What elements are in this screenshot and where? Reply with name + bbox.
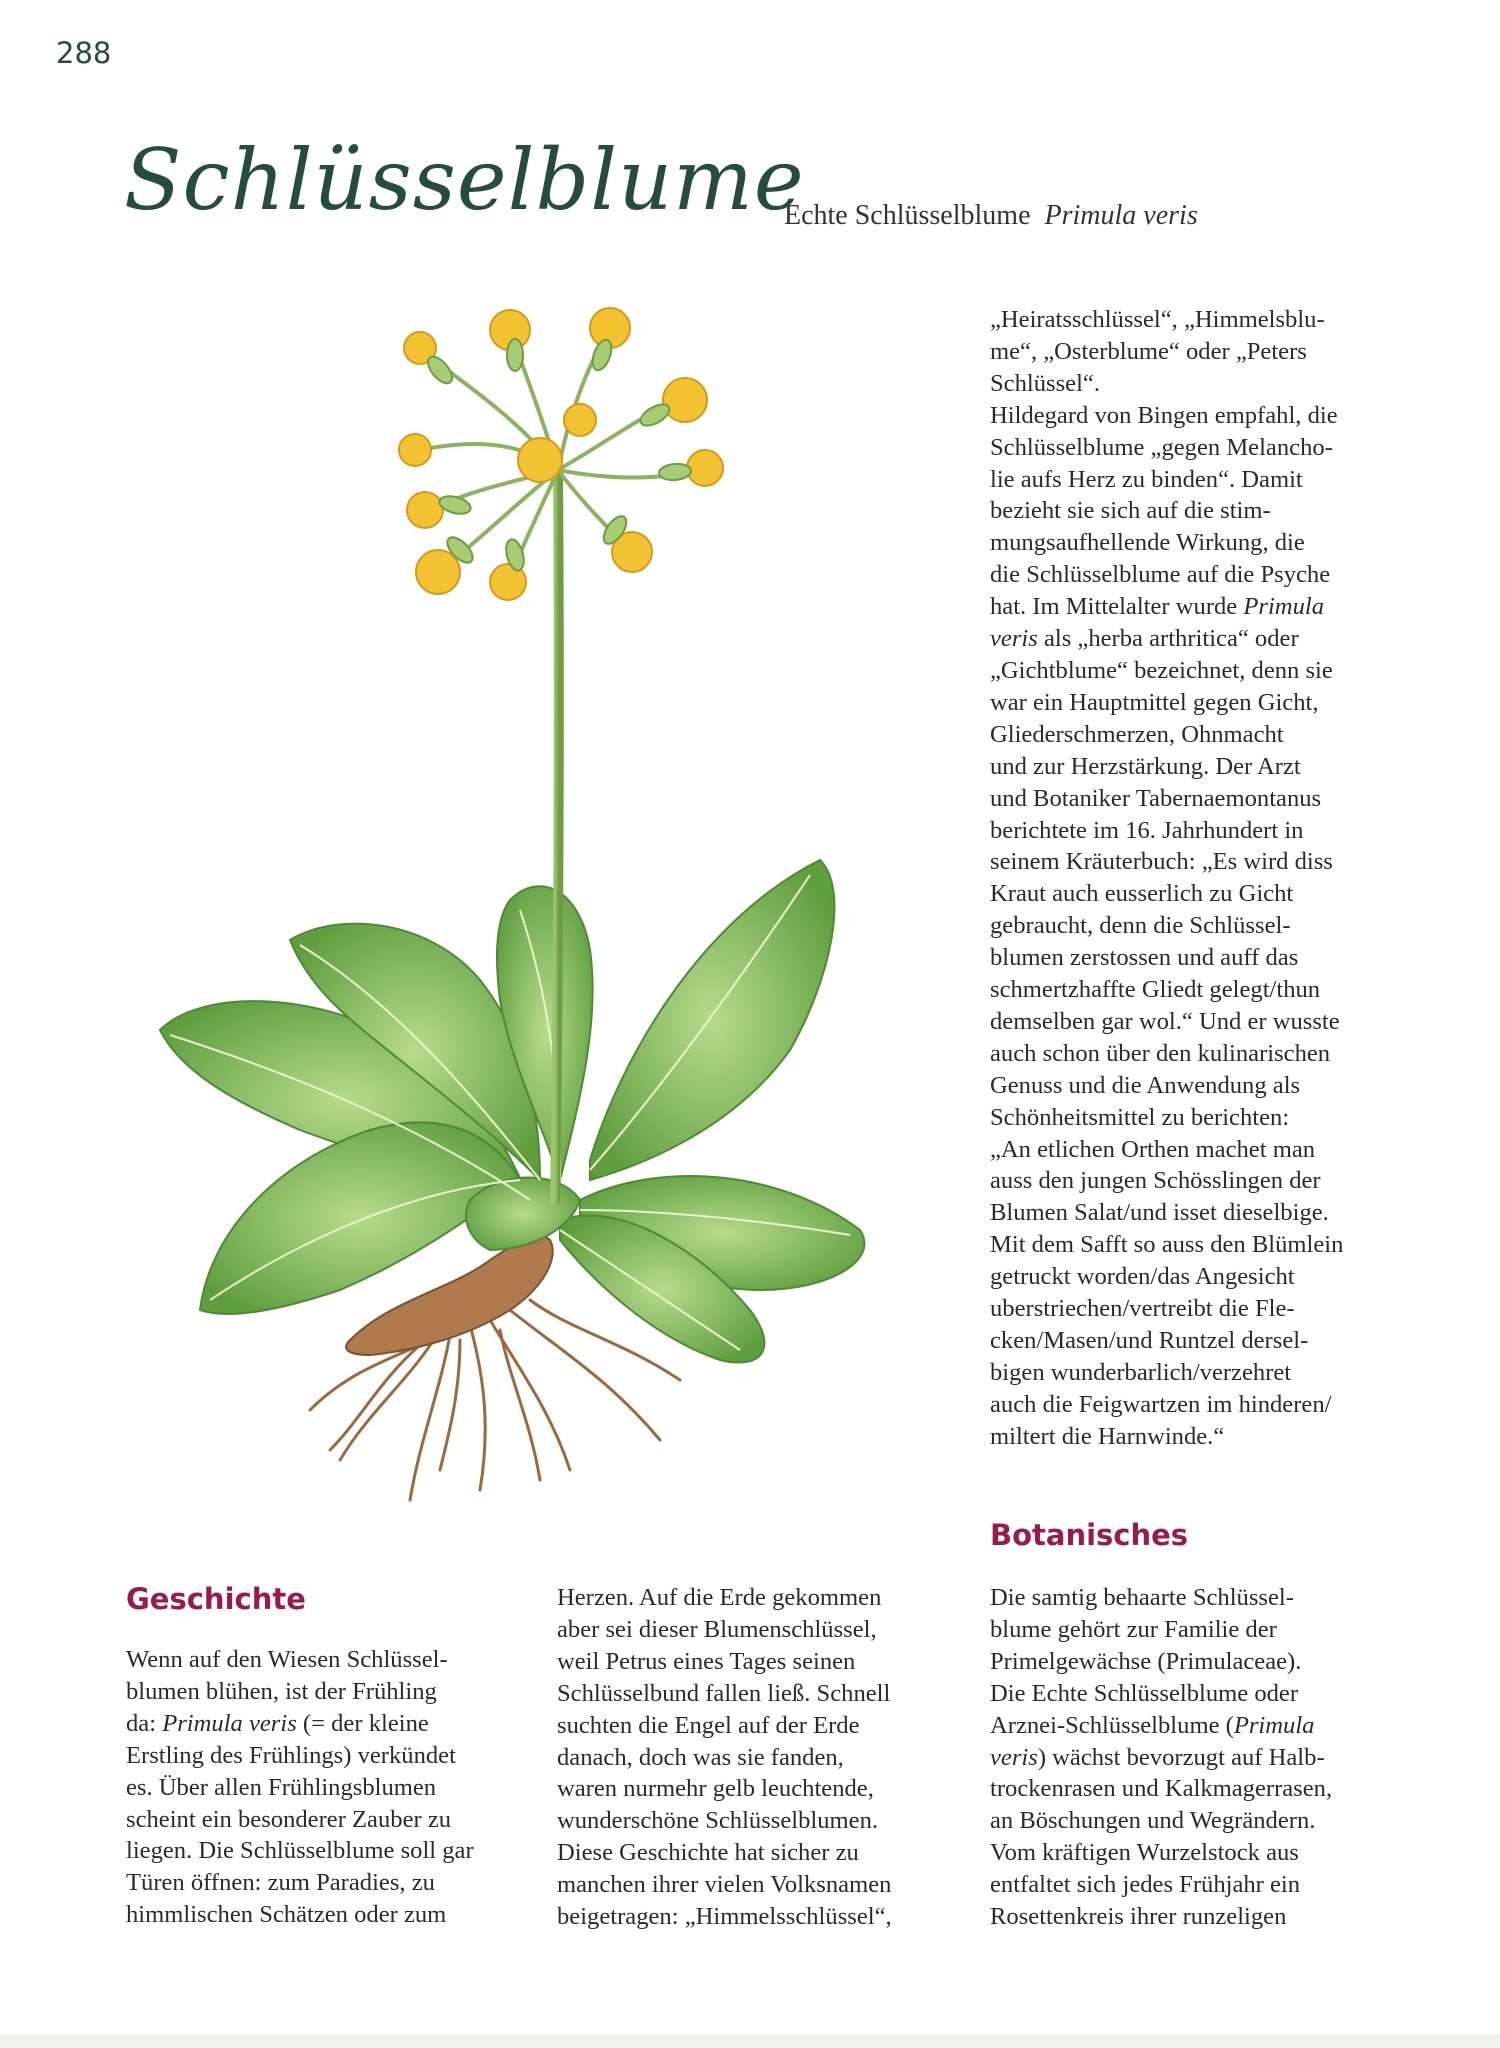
text-line: Blumen Salat/und isset dieselbige. — [990, 1199, 1329, 1227]
text-line: miltert die Harnwinde.“ — [990, 1422, 1225, 1450]
text-line: „Gichtblume“ bezeichnet, denn sie — [990, 656, 1333, 684]
text-line: mungsaufhellende Wirkung, die — [990, 529, 1305, 557]
text-line: Mit dem Safft so auss den Blümlein — [990, 1231, 1344, 1259]
text-line — [990, 1710, 1390, 1742]
plant-illustration — [140, 300, 940, 1520]
flower — [687, 450, 723, 486]
flower — [399, 434, 431, 466]
text-line: die Schlüsselblume auf die Psyche — [990, 561, 1331, 589]
text-line: Vom kräftigen Wurzelstock aus — [990, 1839, 1299, 1867]
text-line: blume gehört zur Familie der — [990, 1615, 1277, 1643]
text-run: als „herba arthritica“ oder — [1037, 625, 1299, 653]
flower — [663, 378, 707, 422]
right-column-text — [990, 304, 1390, 1453]
species-subtitle — [784, 200, 1198, 232]
latin-term: Primula — [1233, 1711, 1315, 1739]
text-line: „Heiratsschlüssel“, „Himmelsblu- — [990, 306, 1325, 333]
text-line: schmertzhaffte Gliedt gelegt/thun — [990, 976, 1321, 1004]
text-run: ) wächst bevorzugt auf Halb- — [1037, 1743, 1325, 1771]
text-line: es. Über allen Frühlingsblumen — [126, 1773, 437, 1801]
flower — [518, 438, 562, 482]
text-line — [990, 1742, 1390, 1774]
text-line: Schlüssel“. — [990, 369, 1100, 397]
text-line: gebraucht, denn die Schlüssel- — [990, 912, 1291, 940]
text-line: getruckt worden/das Angesicht — [990, 1263, 1295, 1291]
text-line: wunderschöne Schlüsselblumen. — [557, 1807, 879, 1835]
text-line: Türen öffnen: zum Paradies, zu — [126, 1869, 435, 1897]
text-line — [990, 591, 1390, 623]
text-run: hat. Im Mittelalter wurde — [990, 593, 1244, 621]
text-line: seinem Kräuterbuch: „Es wird diss — [990, 848, 1333, 876]
text-run: Arznei-Schlüsselblume ( — [990, 1711, 1234, 1739]
page-title: Schlüsselblume — [124, 131, 805, 229]
text-line: und zur Herzstärkung. Der Arzt — [990, 752, 1301, 780]
text-line: Wenn auf den Wiesen Schlüssel- — [126, 1646, 448, 1673]
latin-term: Primula veris — [162, 1709, 297, 1737]
text-line: Rosettenkreis ihrer runzeligen — [990, 1903, 1287, 1931]
text-line: Gliederschmerzen, Ohnmacht — [990, 720, 1284, 748]
text-run: (= der kleine — [296, 1709, 429, 1737]
text-line: auch die Feigwartzen im hinderen/ — [990, 1390, 1332, 1418]
text-line — [990, 623, 1390, 655]
text-line: auch schon über den kulinarischen — [990, 1039, 1331, 1067]
latin-term: veris — [990, 625, 1038, 653]
text-line: entfaltet sich jedes Frühjahr ein — [990, 1871, 1301, 1899]
latin-term: Primula — [1243, 593, 1324, 621]
text-line: und Botaniker Tabernaemontanus — [990, 784, 1322, 812]
text-line: bezieht sie sich auf die stim- — [990, 497, 1271, 525]
text-line: uberstriechen/vertreibt die Fle- — [990, 1295, 1295, 1323]
common-name: Echte Schlüsselblume — [784, 200, 1031, 231]
page-number: 288 — [56, 36, 112, 70]
latin-term: veris — [990, 1743, 1038, 1771]
text-line: trockenrasen und Kalkmagerrasen, — [990, 1775, 1333, 1803]
bottom-edge — [0, 2034, 1500, 2048]
flower — [407, 492, 443, 528]
text-line: weil Petrus eines Tages seinen — [557, 1647, 856, 1675]
leaf-right-tall — [590, 860, 834, 1180]
middle-column-text — [557, 1582, 957, 1933]
text-line: „An etlichen Orthen machet man — [990, 1135, 1316, 1163]
text-line: an Böschungen und Wegrändern. — [990, 1807, 1316, 1835]
text-line: Primelgewächse (Primulaceae). — [990, 1647, 1302, 1675]
text-line: bigen wunderbarlich/verzehret — [990, 1358, 1292, 1386]
text-line: lie aufs Herz zu binden“. Damit — [990, 465, 1303, 493]
text-line: blumen zerstossen und auff das — [990, 944, 1299, 972]
text-line: Schlüsselbund fallen ließ. Schnell — [557, 1679, 891, 1707]
text-line: aber sei dieser Blumenschlüssel, — [557, 1615, 877, 1643]
text-run: da: — [126, 1709, 163, 1737]
text-line: demselben gar wol.“ Und er wusste — [990, 1007, 1340, 1035]
text-line: suchten die Engel auf der Erde — [557, 1711, 860, 1739]
flower — [564, 404, 596, 436]
text-line: cken/Masen/und Runtzel dersel- — [990, 1327, 1309, 1354]
text-line: Die Echte Schlüsselblume oder — [990, 1679, 1299, 1707]
geschichte-text — [126, 1644, 526, 1931]
text-line: Die samtig behaarte Schlüssel- — [990, 1584, 1294, 1611]
text-line: auss den jungen Schösslingen der — [990, 1167, 1321, 1195]
flower-stem — [555, 470, 559, 1200]
text-line: waren nurmehr gelb leuchtende, — [557, 1775, 874, 1803]
text-line: Genuss und die Anwendung als — [990, 1071, 1301, 1099]
text-line: berichtete im 16. Jahrhundert in — [990, 816, 1304, 844]
text-line: liegen. Die Schlüsselblume soll gar — [126, 1837, 474, 1865]
text-line: danach, doch was sie fanden, — [557, 1743, 844, 1771]
heading-geschichte: Geschichte — [126, 1582, 306, 1616]
latin-name: Primula veris — [1044, 200, 1198, 231]
text-line: manchen ihrer vielen Volksnamen — [557, 1871, 892, 1899]
text-line: himmlischen Schätzen oder zum — [126, 1901, 447, 1929]
flower — [416, 550, 460, 594]
text-line: Erstling des Frühlings) verkündet — [126, 1741, 456, 1769]
text-line — [126, 1708, 526, 1740]
botanisches-text — [990, 1582, 1390, 1933]
text-line: scheint ein besonderer Zauber zu — [126, 1805, 452, 1833]
text-line: blumen blühen, ist der Frühling — [126, 1677, 437, 1705]
text-line: war ein Hauptmittel gegen Gicht, — [990, 688, 1319, 716]
text-line: Diese Geschichte hat sicher zu — [557, 1839, 859, 1867]
heading-botanisches: Botanisches — [990, 1518, 1189, 1552]
text-line: beigetragen: „Himmelsschlüssel“, — [557, 1903, 892, 1931]
text-line: Herzen. Auf die Erde gekommen — [557, 1584, 882, 1611]
text-line: Hildegard von Bingen empfahl, die — [990, 401, 1338, 429]
text-line: Schlüsselblume „gegen Melancho- — [990, 433, 1333, 461]
text-line: me“, „Osterblume“ oder „Peters — [990, 337, 1307, 365]
text-line: Schönheitsmittel zu berichten: — [990, 1103, 1290, 1131]
text-line: Kraut auch eusserlich zu Gicht — [990, 880, 1294, 908]
